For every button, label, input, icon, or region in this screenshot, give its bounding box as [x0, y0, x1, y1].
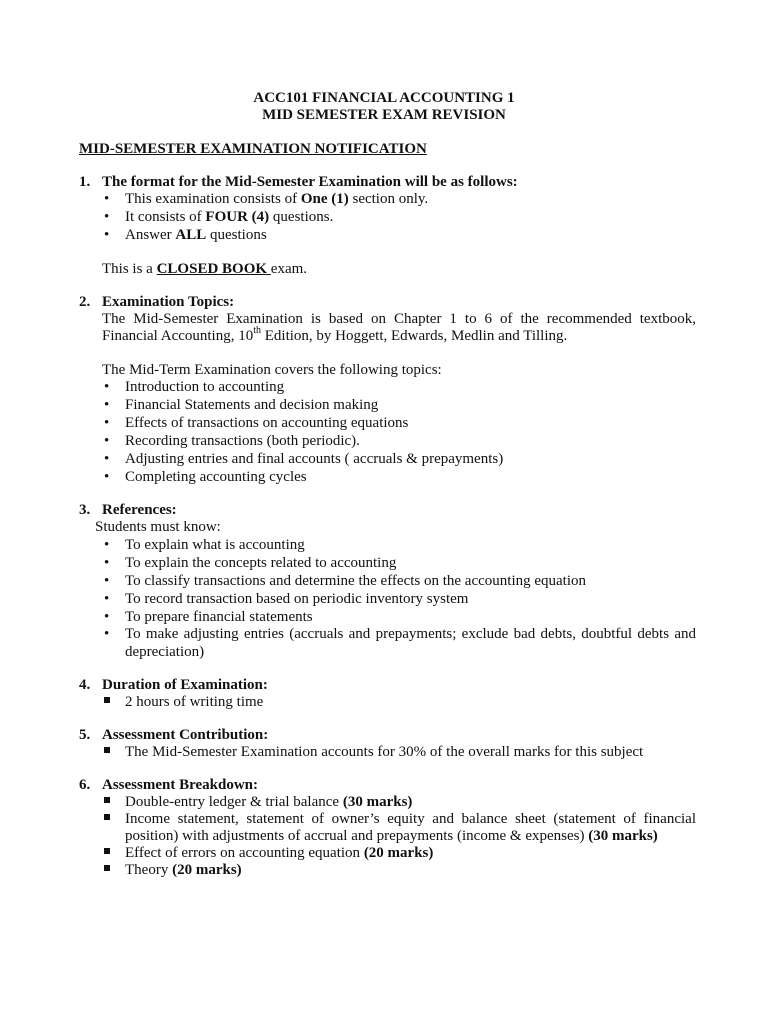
list-item: The Mid-Semester Examination accounts for 30% of the overall marks for this subject: [125, 744, 644, 760]
list-item: Financial Statements and decision making: [125, 397, 379, 413]
list-item: Effects of transactions on accounting equations: [125, 415, 409, 431]
list-item: Theory (20 marks): [125, 862, 242, 878]
section-1-heading: The format for the Mid-Semester Examination will be as follows:: [102, 174, 518, 190]
bullet-icon: •: [104, 555, 110, 571]
section-4-number: 4.: [79, 677, 91, 693]
doc-title-line1: ACC101 FINANCIAL ACCOUNTING 1: [253, 90, 515, 106]
topics-intro: The Mid-Term Examination covers the following topics:: [102, 362, 442, 378]
list-item: 2 hours of writing time: [125, 694, 264, 710]
bullet-icon: •: [104, 469, 110, 485]
list-item: To record transaction based on periodic inventory system: [125, 591, 469, 607]
list-item: To explain what is accounting: [125, 537, 305, 553]
bullet-icon: •: [104, 415, 110, 431]
bullet-icon: •: [104, 573, 110, 589]
section-2-number: 2.: [79, 294, 91, 310]
section-2-paragraph-line1: The Mid-Semester Examination is based on Chapter 1 to 6 of the recommended textbook,: [102, 311, 696, 327]
list-item: It consists of FOUR (4) questions.: [125, 209, 334, 225]
square-bullet-icon: [104, 797, 110, 803]
closed-book-note: This is a CLOSED BOOK exam.: [102, 261, 308, 277]
bullet-icon: •: [104, 379, 110, 395]
list-item-line1: To make adjusting entries (accruals and prepayments; exclude bad debts, doubtful debts and: [125, 626, 696, 642]
list-item-line1: Income statement, statement of owner’s equity and balance sheet (statement of financial: [125, 811, 696, 827]
list-item: Recording transactions (both periodic).: [125, 433, 360, 449]
square-bullet-icon: [104, 865, 110, 871]
bullet-icon: •: [104, 191, 110, 207]
bullet-icon: •: [104, 227, 110, 243]
list-item: Answer ALL questions: [125, 227, 267, 243]
section-3-heading: References:: [102, 502, 177, 518]
list-item-line2: position) with adjustments of accrual and prepayments (income & expenses) (30 marks): [125, 828, 658, 844]
bullet-icon: •: [104, 209, 110, 225]
bullet-icon: •: [104, 626, 110, 642]
notification-heading: MID-SEMESTER EXAMINATION NOTIFICATION: [79, 141, 427, 157]
list-item: Effect of errors on accounting equation (20 marks): [125, 845, 434, 861]
list-item: Double-entry ledger & trial balance (30 marks): [125, 794, 413, 810]
section-2-heading: Examination Topics:: [102, 294, 235, 310]
section-5-heading: Assessment Contribution:: [102, 727, 269, 743]
list-item: Completing accounting cycles: [125, 469, 307, 485]
bullet-icon: •: [104, 397, 110, 413]
square-bullet-icon: [104, 747, 110, 753]
section-6-number: 6.: [79, 777, 91, 793]
list-item: To classify transactions and determine the effects on the accounting equation: [125, 573, 587, 589]
section-6-heading: Assessment Breakdown:: [102, 777, 258, 793]
section-3-number: 3.: [79, 502, 91, 518]
square-bullet-icon: [104, 814, 110, 820]
bullet-icon: •: [104, 451, 110, 467]
bullet-icon: •: [104, 537, 110, 553]
bullet-icon: •: [104, 591, 110, 607]
list-item: Adjusting entries and final accounts ( accruals & prepayments): [125, 451, 504, 467]
bullet-icon: •: [104, 433, 110, 449]
section-1-number: 1.: [79, 174, 91, 190]
list-item-line2: depreciation): [125, 644, 205, 660]
section-2-paragraph-line2: Financial Accounting, 10th Edition, by Hoggett, Edwards, Medlin and Tilling.: [102, 325, 568, 344]
list-item: Introduction to accounting: [125, 379, 285, 395]
section-4-heading: Duration of Examination:: [102, 677, 268, 693]
list-item: To prepare financial statements: [125, 609, 313, 625]
list-item: To explain the concepts related to accounting: [125, 555, 397, 571]
doc-title-line2: MID SEMESTER EXAM REVISION: [262, 107, 506, 123]
section-5-number: 5.: [79, 727, 91, 743]
square-bullet-icon: [104, 697, 110, 703]
references-intro: Students must know:: [95, 519, 221, 535]
square-bullet-icon: [104, 848, 110, 854]
bullet-icon: •: [104, 609, 110, 625]
list-item: This examination consists of One (1) section only.: [125, 191, 429, 207]
